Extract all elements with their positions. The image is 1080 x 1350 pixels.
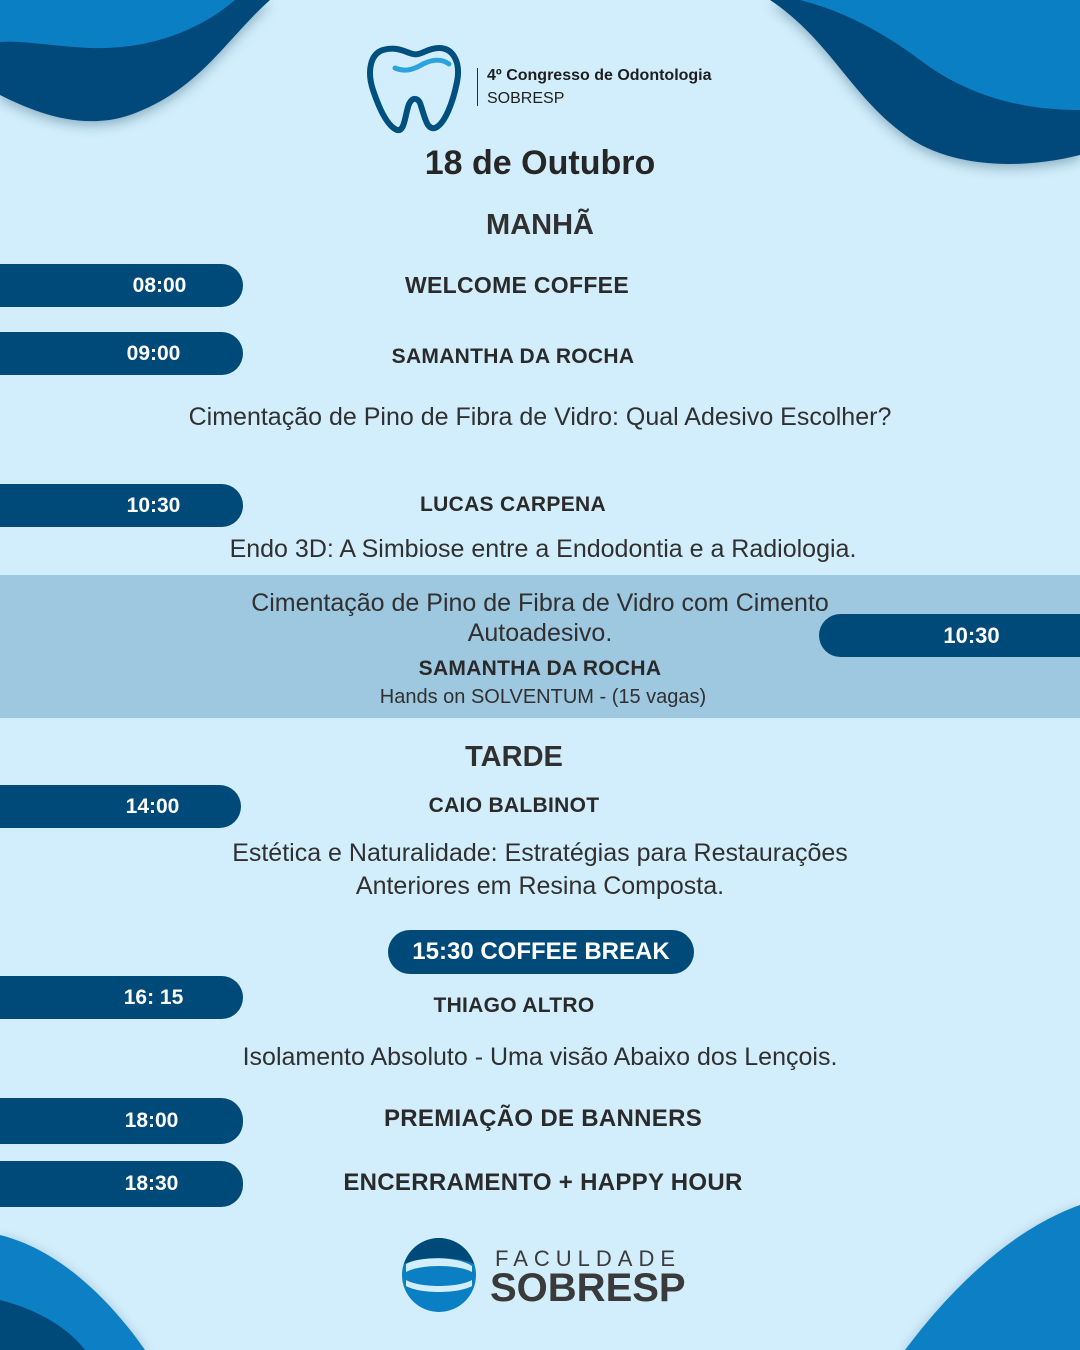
brand-main: SOBRESP	[490, 1266, 686, 1310]
speaker-name: THIAGO ALTRO	[433, 994, 595, 1017]
afternoon-heading: TARDE	[465, 741, 563, 773]
event-title: WELCOME COFFEE	[405, 272, 629, 298]
speaker-name: LUCAS CARPENA	[420, 493, 606, 516]
time-pill: 16: 15	[0, 976, 243, 1019]
brand-top: FACULDADE	[495, 1246, 682, 1271]
tooth-icon	[365, 42, 465, 134]
morning-heading: MANHÃ	[486, 209, 594, 241]
hands-on-topic-line2: Autoadesivo.	[467, 619, 613, 647]
speaker-name: SAMANTHA DA ROCHA	[391, 345, 635, 368]
congress-org: SOBRESP	[487, 90, 565, 107]
hands-on-note: Hands on SOLVENTUM - (15 vagas)	[379, 686, 707, 708]
hands-on-speaker: SAMANTHA DA ROCHA	[418, 657, 662, 680]
time-pill: 18:00	[0, 1098, 243, 1144]
talk-topic-line2: Anteriores em Resina Composta.	[355, 872, 725, 900]
congress-logo	[365, 42, 725, 137]
hands-on-topic-line1: Cimentação de Pino de Fibra de Vidro com Cimento	[251, 589, 829, 617]
time-pill: 09:00	[0, 332, 243, 375]
faculdade-logo	[400, 1236, 690, 1316]
sobresp-s-icon	[400, 1236, 478, 1314]
time-pill: 08:00	[0, 264, 243, 307]
talk-topic-line1: Estética e Naturalidade: Estratégias para Restaurações	[232, 839, 848, 867]
talk-topic: Cimentação de Pino de Fibra de Vidro: Qual Adesivo Escolher?	[188, 403, 892, 431]
talk-topic: Isolamento Absoluto - Uma visão Abaixo dos Lençois.	[242, 1043, 838, 1071]
talk-topic: Endo 3D: A Simbiose entre a Endodontia e a Radiologia.	[229, 535, 857, 563]
event-title: ENCERRAMENTO + HAPPY HOUR	[343, 1169, 743, 1196]
date-title: 18 de Outubro	[424, 144, 656, 182]
logo-divider	[477, 68, 478, 106]
speaker-name: CAIO BALBINOT	[428, 794, 600, 817]
event-title: PREMIAÇÃO DE BANNERS	[383, 1105, 703, 1132]
congress-title: 4º Congresso de Odontologia	[487, 67, 712, 84]
hands-on-time-pill: 10:30	[819, 614, 1080, 657]
time-pill: 14:00	[0, 785, 241, 828]
time-pill: 10:30	[0, 484, 243, 527]
time-pill: 18:30	[0, 1161, 243, 1207]
coffee-break-pill: 15:30 COFFEE BREAK	[388, 930, 694, 974]
